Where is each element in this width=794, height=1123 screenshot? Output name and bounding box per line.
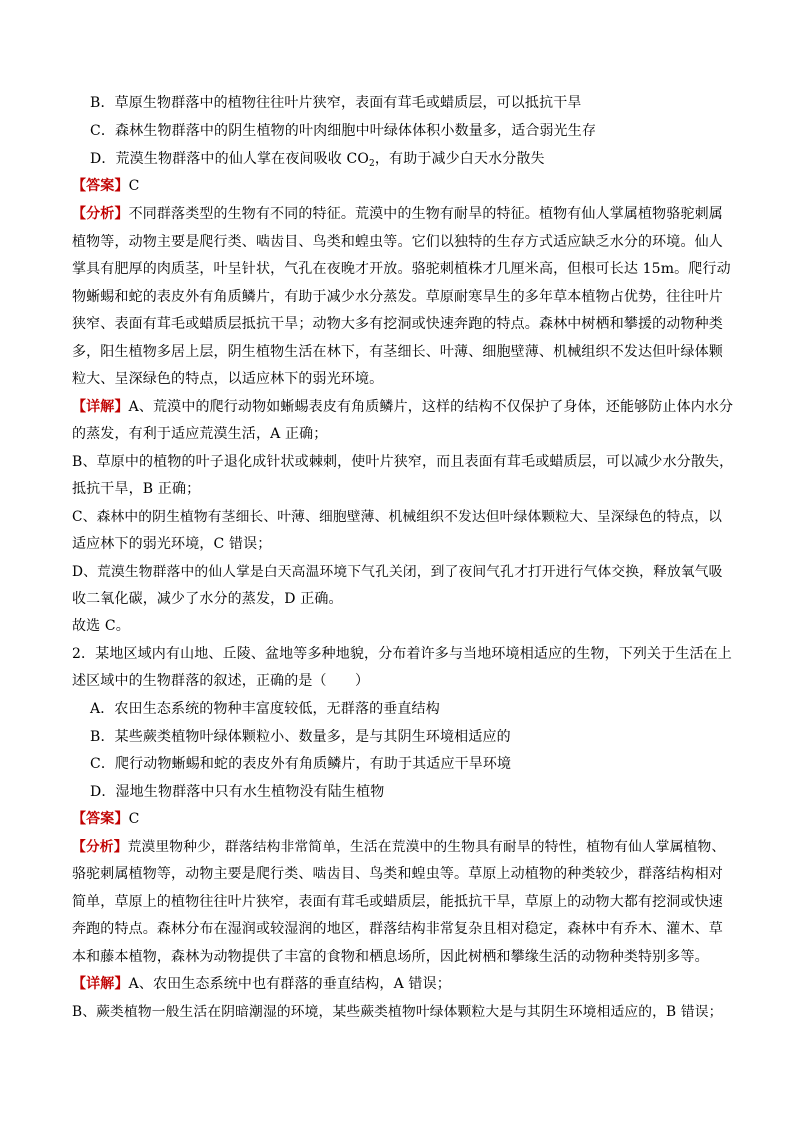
q1-detail-line: B、草原中的植物的叶子退化成针状或棘刺，使叶片狭窄，而且表面有茸毛或蜡质层，可以减少水分散失，: [72, 454, 734, 470]
q1-analysis-line: 【分析】不同群落类型的生物有不同的特征。荒漠中的生物有耐旱的特征。植物有仙人掌属植物骆驼刺属: [72, 206, 723, 222]
analysis-tag: 【分析】: [72, 206, 129, 222]
q2-option-d: D．湿地生物群落中只有水生植物没有陆生植物: [90, 784, 385, 800]
q2-option-b: B．某些蕨类植物叶绿体颗粒小、数量多，是与其阴生环境相适应的: [90, 729, 511, 745]
q1-detail-line: 收二氧化碳，减少了水分的蒸发，D 正确。: [72, 591, 343, 607]
answer-tag: 【答案】: [72, 811, 129, 827]
q2-analysis-line: 本和藤本植物，森林为动物提供了丰富的食物和栖息场所，因此树栖和攀缘生活的动物种类特别多等。: [72, 949, 709, 965]
detail-tag: 【详解】: [72, 399, 129, 415]
q2-analysis-line: 奔跑的特点。森林分布在湿润或较湿润的地区，群落结构非常复杂且相对稳定，森林中有乔木、灌木、草: [72, 921, 723, 937]
q1-detail-line: 抵抗干旱，B 正确；: [72, 481, 201, 497]
q2-analysis-line: 【分析】荒漠里物种少，群落结构非常简单，生活在荒漠中的生物具有耐旱的特性，植物有仙人掌属植物、: [72, 839, 726, 855]
answer-tag: 【答案】: [72, 178, 129, 194]
q2-option-a: A．农田生态系统的物种丰富度较低，无群落的垂直结构: [90, 701, 440, 717]
q1-answer: 【答案】C: [72, 178, 140, 194]
q1-option-d: D．荒漠生物群落中的仙人掌在夜间吸收 $CO_2$，有助于减少白天水分散失: [90, 151, 545, 169]
q1-option-b: B．草原生物群落中的植物往往叶片狭窄，表面有茸毛或蜡质层，可以抵抗干旱: [90, 95, 582, 111]
q2-detail-line: B、蕨类植物一般生活在阴暗潮湿的环境，某些蕨类植物叶绿体颗粒大是与其阴生环境相适应的，B 错误；: [72, 1004, 723, 1020]
q1-analysis-line: 植物等，动物主要是爬行类、啮齿目、鸟类和蝗虫等。它们以独特的生存方式适应缺乏水分的环境。仙人: [72, 234, 723, 250]
q1-detail-line: D、荒漠生物群落中的仙人掌是白天高温环境下气孔关闭，到了夜间气孔才打开进行气体交换，释放氧气吸: [72, 564, 723, 580]
q2-stem-line: 述区域中的生物群落的叙述，正确的是（ ）: [72, 673, 370, 689]
analysis-tag: 【分析】: [72, 839, 128, 855]
q2-analysis-line: 简单，草原上的植物往往叶片狭窄，表面有茸毛或蜡质层，能抵抗干旱，草原上的动物大都有挖洞或快速: [72, 894, 723, 910]
q1-conclusion: 故选 C。: [72, 618, 130, 634]
q1-detail-line: 【详解】A、荒漠中的爬行动物如蜥蜴表皮有角质鳞片，这样的结构不仅保护了身体，还能够防止体内水分: [72, 399, 734, 415]
q1-analysis-line: 物蜥蜴和蛇的表皮外有角质鳞片，有助于减少水分蒸发。草原耐寒旱生的多年草本植物占优势，往往叶片: [72, 289, 723, 305]
q1-analysis-line: 粒大、呈深绿色的特点，以适应林下的弱光环境。: [72, 371, 384, 387]
q1-analysis-line: 多，阳生植物多居上层，阴生植物生活在林下，有茎细长、叶薄、细胞壁薄、机械组织不发达但叶绿体颗: [72, 344, 723, 360]
q2-detail-line: 【详解】A、农田生态系统中也有群落的垂直结构，A 错误；: [72, 976, 451, 992]
detail-tag: 【详解】: [72, 976, 129, 992]
q1-detail-line: C、森林中的阴生植物有茎细长、叶薄、细胞壁薄、机械组织不发达但叶绿体颗粒大、呈深绿色的特点，以: [72, 509, 723, 525]
q1-analysis-line: 狭窄、表面有茸毛或蜡质层抵抗干旱；动物大多有挖洞或快速奔跑的特点。森林中树栖和攀援的动物种类: [72, 316, 723, 332]
q1-detail-line: 的蒸发，有利于适应荒漠生活，A 正确；: [72, 426, 328, 442]
q1-detail-line: 适应林下的弱光环境，C 错误；: [72, 536, 272, 552]
q2-option-c: C．爬行动物蜥蜴和蛇的表皮外有角质鳞片，有助于其适应干旱环境: [90, 756, 512, 772]
q2-stem-line: 2．某地区域内有山地、丘陵、盆地等多种地貌，分布着许多与当地环境相适应的生物，下列关于生活在上: [72, 646, 732, 662]
q2-analysis-line: 骆驼刺属植物等，动物主要是爬行类、啮齿目、鸟类和蝗虫等。草原上动植物的种类较少，群落结构相对: [72, 866, 723, 882]
q2-answer: 【答案】C: [72, 811, 140, 827]
q1-analysis-line: 掌具有肥厚的肉质茎，叶呈针状，气孔在夜晚才开放。骆驼刺植株才几厘米高，但根可长达 15m。爬行动: [72, 261, 731, 277]
q1-option-c: C．森林生物群落中的阴生植物的叶肉细胞中叶绿体体积小数量多，适合弱光生存: [90, 123, 597, 139]
